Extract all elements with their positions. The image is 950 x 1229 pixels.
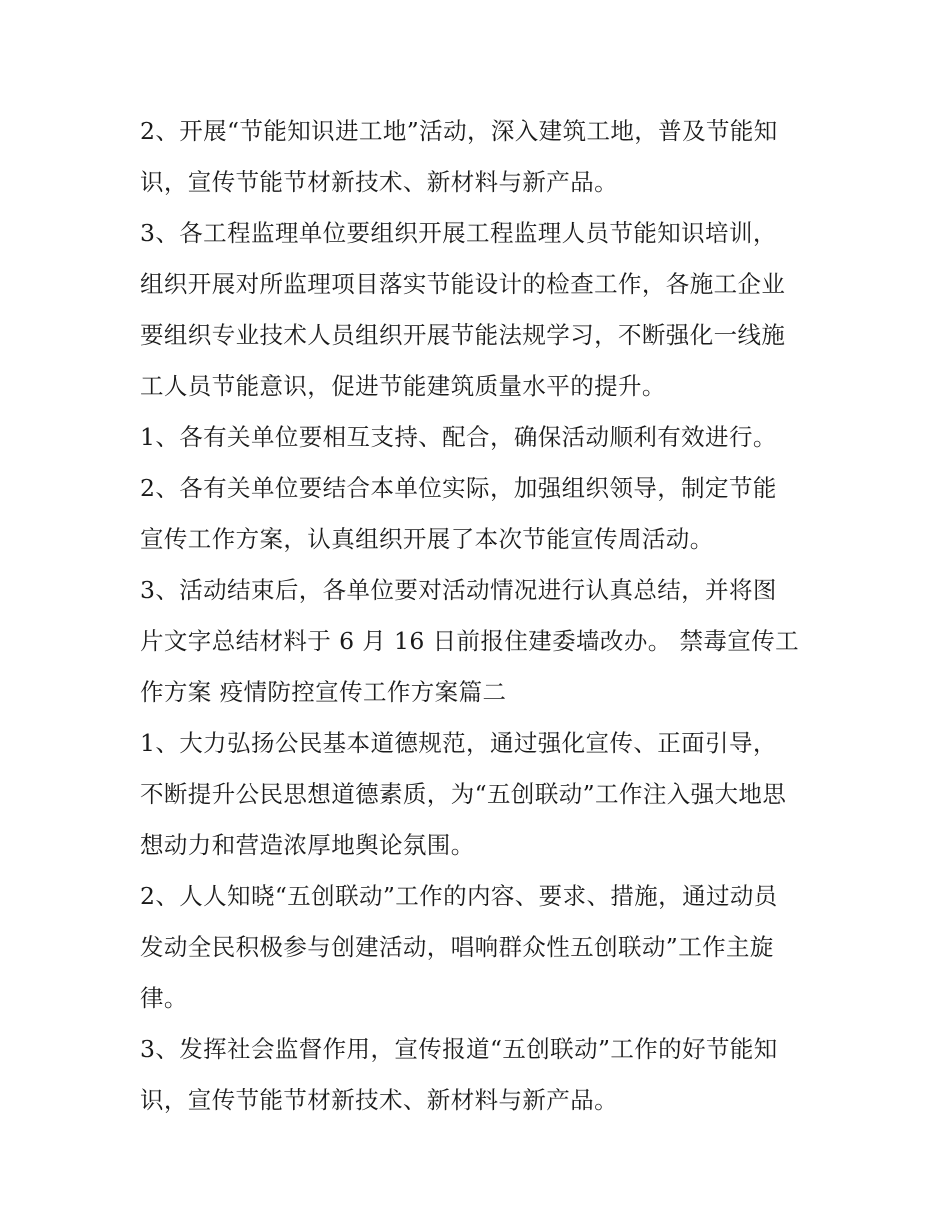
text-line: 工人员节能意识，促进节能建筑质量水平的提升。: [140, 372, 666, 400]
text-line: 宣传工作方案，认真组织开展了本次节能宣传周活动。: [140, 525, 714, 553]
text-line: 1、各有关单位要相互支持、配合，确保活动顺利有效进行。: [140, 423, 777, 451]
text-line: 组织开展对所监理项目落实节能设计的检查工作，各施工企业: [140, 270, 786, 298]
text-line: 要组织专业技术人员组织开展节能法规学习，不断强化一线施: [140, 321, 786, 349]
text-line: 2、开展“节能知识进工地”活动，深入建筑工地，普及节能知: [140, 117, 778, 145]
text-line: 2、人人知晓“五创联动”工作的内容、要求、措施，通过动员: [140, 882, 778, 910]
text-line: 3、发挥社会监督作用，宣传报道“五创联动”工作的好节能知: [140, 1035, 778, 1063]
text-line: 识，宣传节能节材新技术、新材料与新产品。: [140, 1086, 618, 1114]
text-line: 片文字总结材料于 6 月 16 日前报住建委墙改办。 禁毒宣传工: [140, 627, 800, 655]
text-line: 律。: [140, 984, 188, 1012]
text-line: 发动全民积极参与创建活动，唱响群众性五创联动”工作主旋: [140, 933, 774, 961]
text-line: 作方案 疫情防控宣传工作方案篇二: [140, 678, 507, 706]
text-line: 1、大力弘扬公民基本道德规范，通过强化宣传、正面引导，: [140, 729, 777, 757]
text-line: 不断提升公民思想道德素质，为“五创联动”工作注入强大地思: [140, 780, 787, 808]
text-line: 想动力和营造浓厚地舆论氛围。: [140, 831, 475, 859]
text-line: 2、各有关单位要结合本单位实际，加强组织领导，制定节能: [140, 474, 777, 502]
document-body: [140, 106, 820, 1126]
text-line: 3、活动结束后，各单位要对活动情况进行认真总结，并将图: [140, 576, 777, 604]
text-line: 3、各工程监理单位要组织开展工程监理人员节能知识培训，: [140, 219, 777, 247]
text-line: 识，宣传节能节材新技术、新材料与新产品。: [140, 168, 618, 196]
